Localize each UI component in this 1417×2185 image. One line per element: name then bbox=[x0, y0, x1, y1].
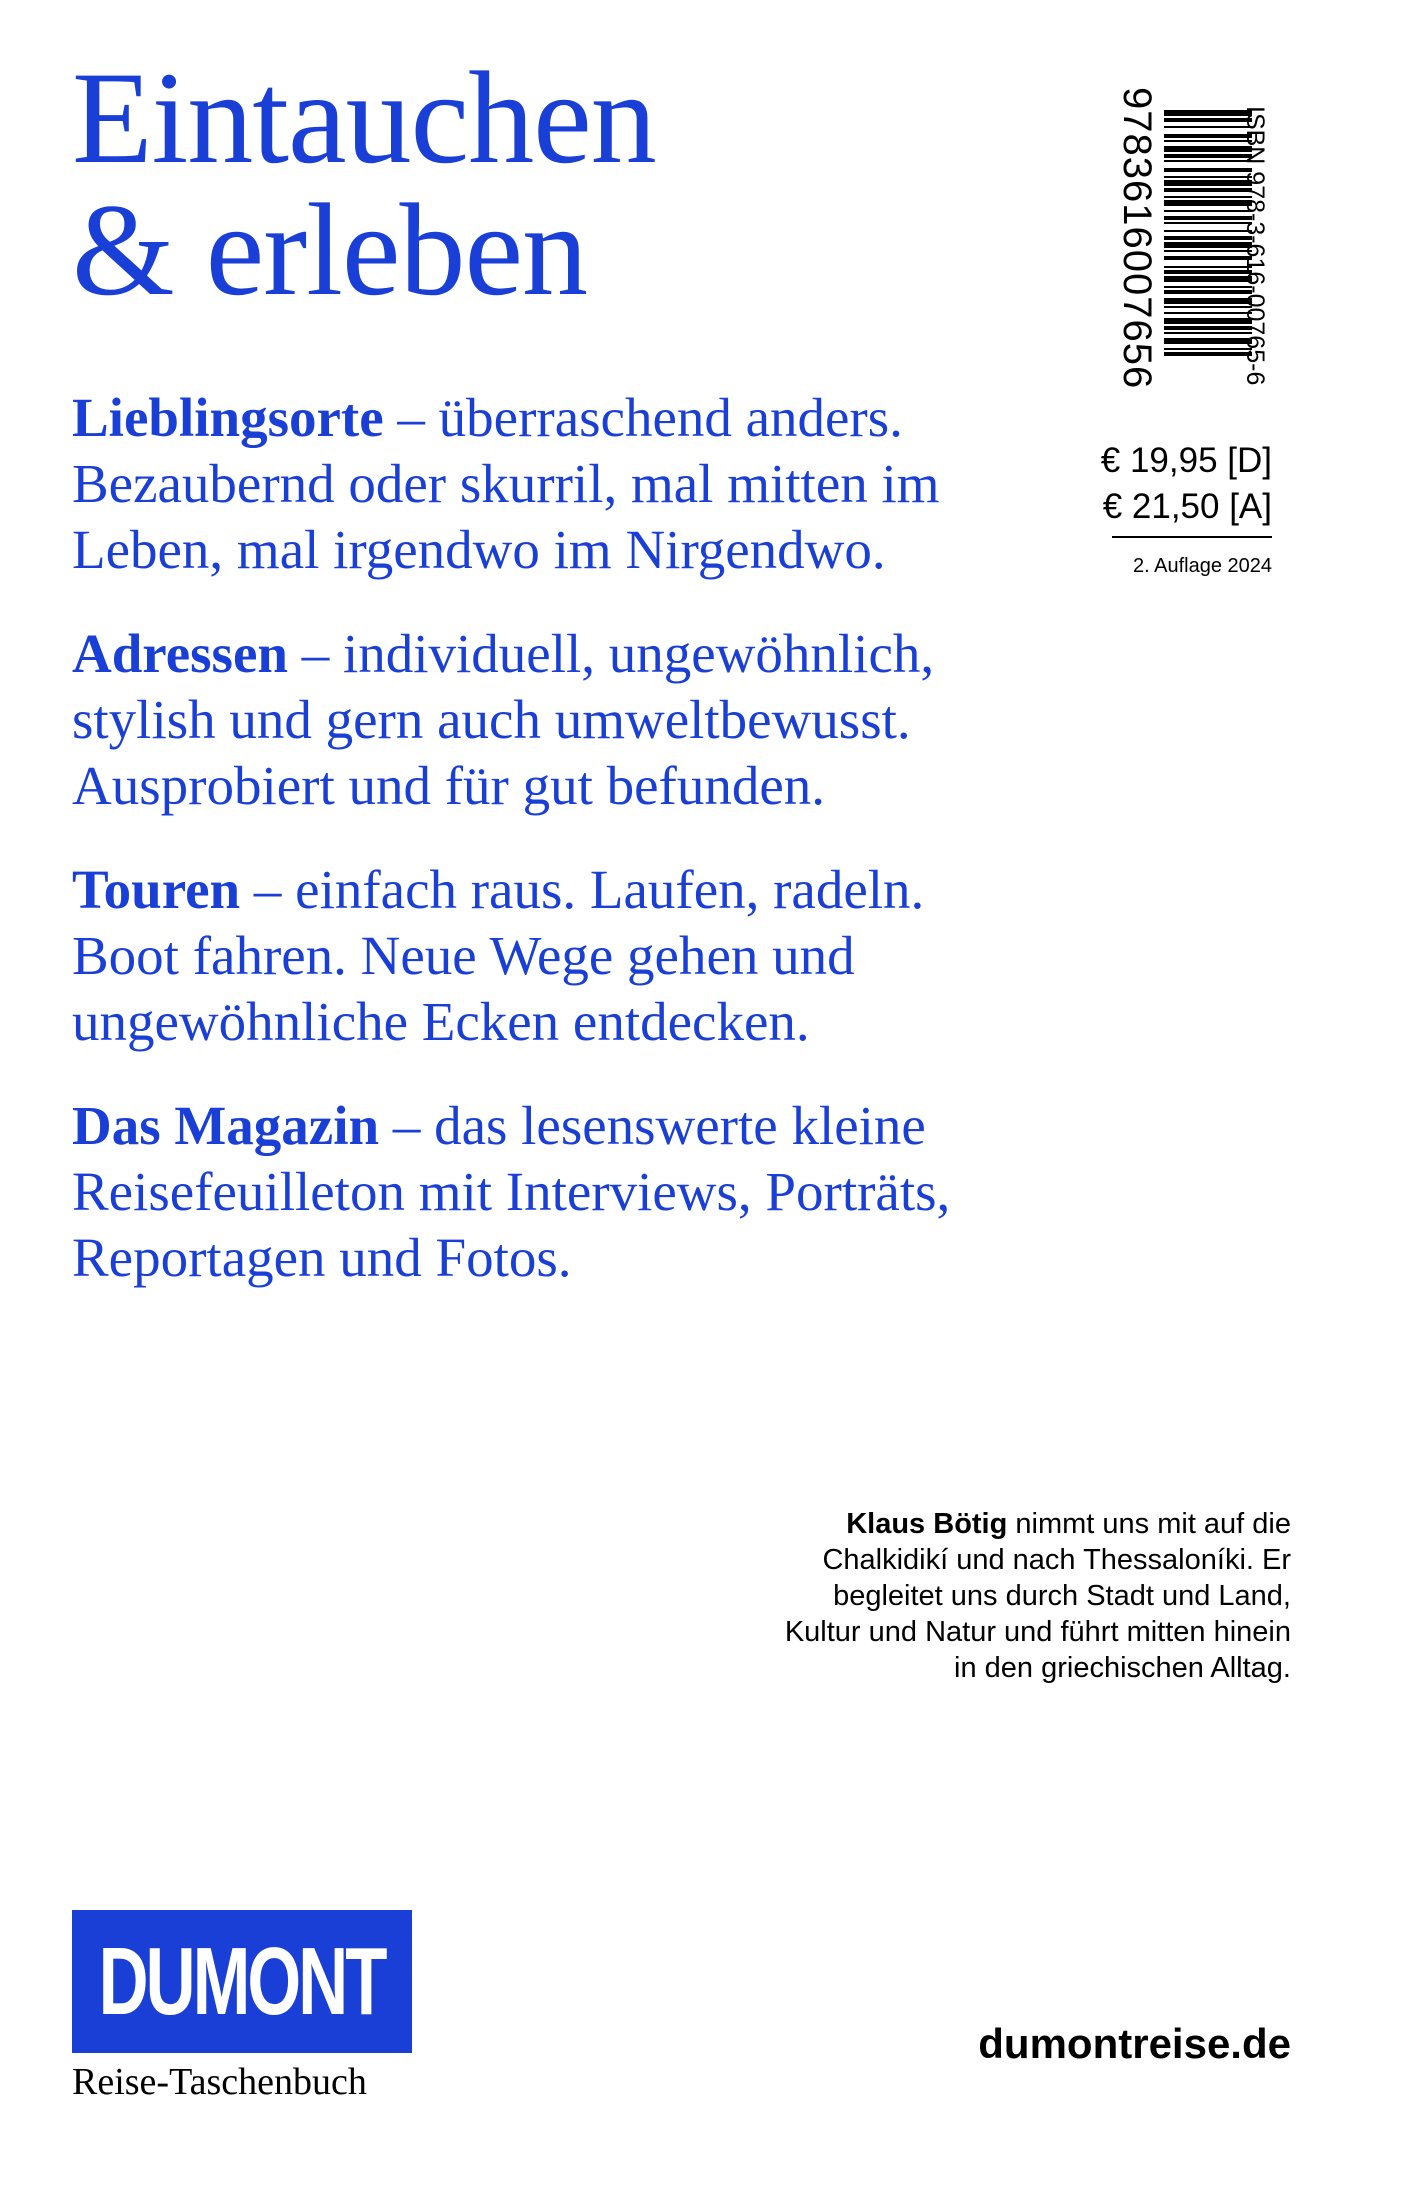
price-divider bbox=[1112, 536, 1272, 538]
section-key: Das Magazin bbox=[72, 1095, 380, 1156]
section-key: Touren bbox=[72, 859, 241, 920]
logo-brand: DUMONT bbox=[98, 1927, 386, 2035]
section-key: Lieblingsorte bbox=[72, 387, 384, 448]
price-austria: € 21,50 [A] bbox=[1102, 487, 1272, 526]
author-text: nimmt uns mit auf die Chalkidikí und nach Thessaloníki. Er begleitet uns durch Stadt und Land, Kultur und Natur und führt mitten hinein in den griechischen Alltag. bbox=[784, 1508, 1291, 1684]
section-text: – überraschend anders. Bezaubernd oder skurril, mal mitten im Leben, mal irgendwo im Nirgendwo. bbox=[72, 387, 940, 580]
price-block bbox=[1101, 438, 1272, 578]
author-blurb bbox=[771, 1506, 1291, 1686]
section-touren bbox=[72, 857, 1032, 1055]
price-germany: € 19,95 [D] bbox=[1100, 441, 1272, 480]
barcode-digits: 9783616007656 bbox=[1115, 86, 1159, 390]
headline bbox=[72, 44, 656, 323]
edition-label: 2. Auflage 2024 bbox=[1132, 555, 1272, 577]
dumont-logo bbox=[72, 1910, 412, 2105]
section-text: – individuell, ungewöhnlich, stylish und gern auch umweltbewusst. Ausprobiert und für gut befunden. bbox=[72, 623, 935, 816]
website-url: dumontreise.de bbox=[978, 2020, 1291, 2067]
logo-box bbox=[72, 1910, 412, 2053]
barcode-bars bbox=[1164, 110, 1252, 408]
barcode bbox=[1112, 68, 1272, 408]
section-adressen bbox=[72, 621, 1032, 819]
isbn-label: ISBN 978-3-616-00765-6 bbox=[1241, 106, 1269, 386]
feature-sections bbox=[72, 385, 1032, 1329]
section-text: – einfach raus. Laufen, radeln. Boot fahren. Neue Wege gehen und ungewöhnliche Ecken entdecken. bbox=[72, 859, 925, 1052]
headline-line-2: & erleben bbox=[72, 176, 588, 323]
logo-series: Reise-Taschenbuch bbox=[72, 2061, 367, 2103]
headline-line-1: Eintauchen bbox=[72, 44, 656, 191]
section-text: – das lesenswerte kleine Reisefeuilleton mit Interviews, Porträts, Reportagen und Fotos. bbox=[72, 1095, 951, 1288]
section-magazin bbox=[72, 1093, 1032, 1291]
section-lieblingsorte bbox=[72, 385, 1032, 583]
section-key: Adressen bbox=[72, 623, 288, 684]
author-name: Klaus Bötig bbox=[846, 1508, 1008, 1540]
